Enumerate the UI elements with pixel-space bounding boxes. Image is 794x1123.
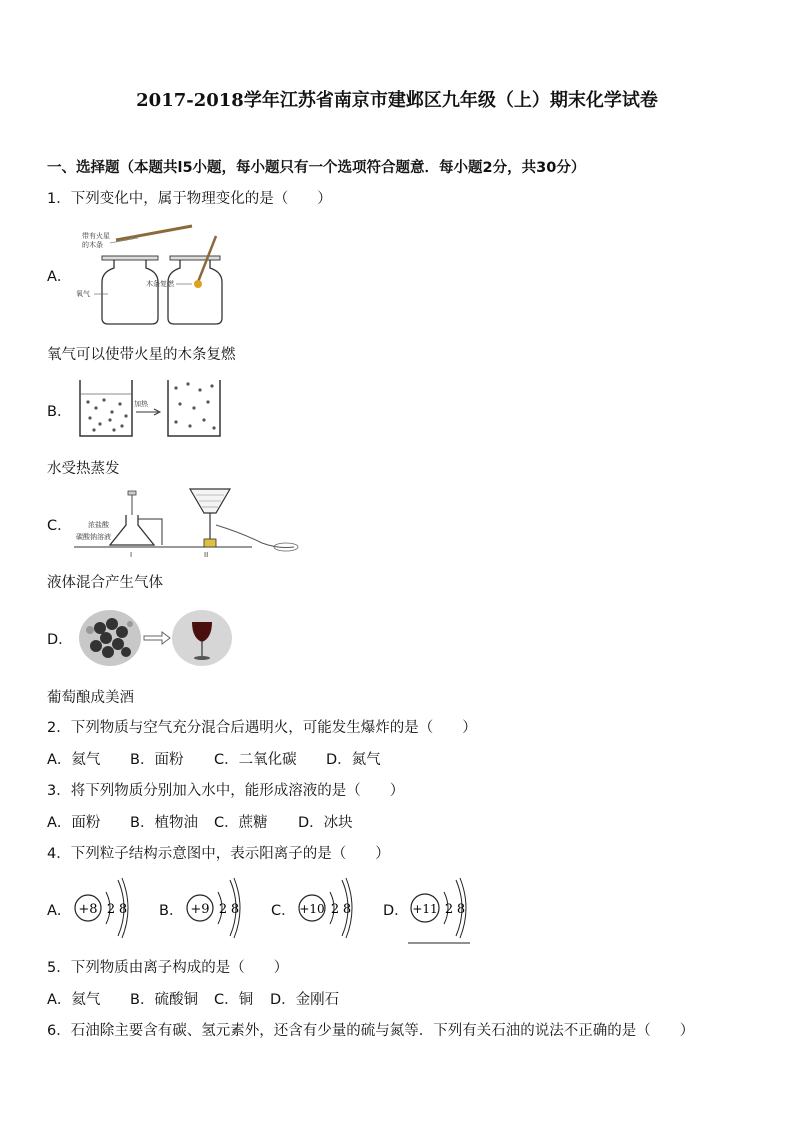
shell-electrons: 8 [230,902,240,917]
fig-label: 碳酸钠溶液 [76,533,111,541]
fig-label: 氧气 [76,290,90,298]
q4-option-a-label: A． [47,903,72,919]
q3-option-a: A．面粉 [47,815,101,831]
shell-electrons: 2 [330,902,340,917]
q5-option-a: A．氦气 [47,992,101,1008]
q2-option-a: A．氦气 [47,752,101,768]
q1-option-a-figure [76,224,230,328]
q1-option-a-label: A． [47,269,72,285]
shell-electrons: 2 [106,902,116,917]
q4-option-d-atom-diagram [408,874,472,946]
q3-option-d: D．冰块 [298,815,353,831]
shell-electrons: 2 [444,902,454,917]
fig-label: 浓盐酸 [88,521,109,529]
question-6-stem: 6．石油除主要含有碳、氢元素外，还含有少量的硫与氮等．下列有关石油的说法不正确的是（ ） [47,1023,695,1039]
fig-label: 加热 [134,400,148,408]
q4-option-c-label: C． [271,903,296,919]
q1-option-b-caption: 水受热蒸发 [47,461,120,477]
nucleus-charge: +9 [190,902,210,917]
q2-option-d: D．氮气 [326,752,381,768]
q1-option-b-label: B． [47,404,72,420]
fig-label: II [204,551,209,559]
question-2-stem: 2．下列物质与空气充分混合后遇明火，可能发生爆炸的是（ ） [47,720,477,736]
q5-option-d: D．金刚石 [270,992,340,1008]
q5-option-c: C．铜 [214,992,254,1008]
q1-option-b-figure [76,378,226,440]
q4-option-b-label: B． [159,903,184,919]
q4-option-d-label: D． [383,903,409,919]
q1-option-d-label: D． [47,632,73,648]
q2-option-c: C．二氧化碳 [214,752,297,768]
nucleus-charge: +8 [78,902,98,917]
q2-option-b: B．面粉 [130,752,184,768]
fig-label: I [130,551,133,559]
q4-option-b-atom-diagram [184,874,246,942]
question-3-stem: 3．将下列物质分别加入水中，能形成溶液的是（ ） [47,783,405,799]
q1-option-a-caption: 氧气可以使带火星的木条复燃 [47,347,236,363]
section-heading: 一、选择题（本题共l5小题，每小题只有一个选项符合题意．每小题2分，共30分） [47,160,586,176]
q1-option-d-caption: 葡萄酿成美酒 [47,690,134,706]
question-4-stem: 4．下列粒子结构示意图中，表示阳离子的是（ ） [47,846,390,862]
question-5-stem: 5．下列物质由离子构成的是（ ） [47,960,289,976]
fig-label: 带有火星 [82,232,110,240]
page-title: 2017-2018学年江苏省南京市建邺区九年级（上）期末化学试卷 [136,90,658,111]
q3-option-c: C．蔗糖 [214,815,268,831]
q1-option-c-label: C． [47,518,72,534]
question-1-stem: 1．下列变化中，属于物理变化的是（ ） [47,191,332,207]
q4-option-c-atom-diagram [296,874,358,942]
shell-electrons: 8 [456,902,466,917]
fig-label: 的木条 [82,241,103,249]
fig-label: 木条复燃 [146,280,174,288]
nucleus-charge: +11 [412,902,438,916]
nucleus-charge: +10 [299,902,325,916]
shell-electrons: 2 [218,902,228,917]
q1-option-c-caption: 液体混合产生气体 [47,575,163,591]
q4-option-a-atom-diagram [72,874,134,942]
shell-electrons: 8 [342,902,352,917]
q5-option-b: B．硫酸铜 [130,992,198,1008]
q1-option-c-figure [72,485,304,561]
shell-electrons: 8 [118,902,128,917]
q3-option-b: B．植物油 [130,815,198,831]
q1-option-d-figure [78,608,234,668]
